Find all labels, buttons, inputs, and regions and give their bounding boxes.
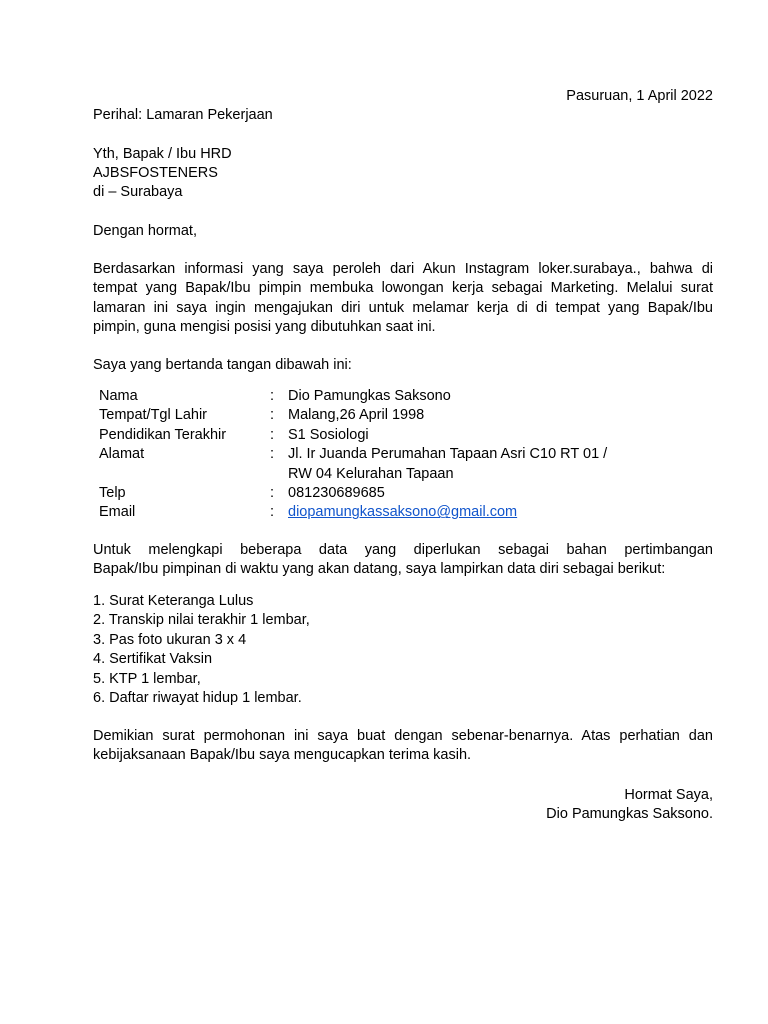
identity-value: 081230689685 xyxy=(288,484,385,501)
sign-off: Hormat Saya, xyxy=(624,787,713,803)
list-item: 2. Transkip nilai terakhir 1 lembar, xyxy=(93,612,310,629)
closing-line: kebijaksanaan Bapak/Ibu saya mengucapkan terima kasih. xyxy=(93,747,472,764)
identity-label: Telp xyxy=(99,484,126,501)
identity-label: Nama xyxy=(99,388,138,404)
identity-separator: : xyxy=(270,484,275,501)
signature-name: Dio Pamungkas Saksono. xyxy=(546,806,713,822)
attachment-intro-line: Bapak/Ibu pimpinan di waktu yang akan datang, saya lampirkan data diri sebagai berikut: xyxy=(93,561,666,578)
intro-paragraph xyxy=(93,260,713,337)
identity-separator: : xyxy=(270,504,275,521)
intro-line: Berdasarkan informasi yang saya peroleh dari Akun Instagram loker.surabaya., bahwa di xyxy=(93,261,713,277)
list-item: 3. Pas foto ukuran 3 x 4 xyxy=(93,631,247,648)
identity-separator: : xyxy=(270,388,275,404)
recipient-company: AJBSFOSTENERS xyxy=(93,165,218,181)
list-item: 1. Surat Keteranga Lulus xyxy=(93,593,254,609)
list-item: 4. Sertifikat Vaksin xyxy=(93,651,213,668)
identity-label: Tempat/Tgl Lahir xyxy=(99,407,207,424)
greeting: Dengan hormat, xyxy=(93,223,197,239)
identity-separator: : xyxy=(270,446,275,463)
intro-line: tempat yang Bapak/Ibu pimpin membuka lowongan kerja sebagai Marketing. Melalui surat xyxy=(93,280,713,297)
identity-separator: : xyxy=(270,407,275,424)
identity-value: RW 04 Kelurahan Tapaan xyxy=(288,465,454,482)
closing-paragraph xyxy=(93,727,713,766)
closing-line: Demikian surat permohonan ini saya buat dengan sebenar-benarnya. Atas perhatian dan xyxy=(93,728,713,744)
subject-line: Perihal: Lamaran Pekerjaan xyxy=(93,107,273,123)
identity-label: Email xyxy=(99,504,136,521)
recipient-line-1: Yth, Bapak / Ibu HRD xyxy=(93,146,232,162)
list-item: 6. Daftar riwayat hidup 1 lembar. xyxy=(93,690,302,707)
identity-label: Alamat xyxy=(99,446,145,463)
list-item: 5. KTP 1 lembar, xyxy=(93,670,201,687)
attachment-list xyxy=(93,592,310,708)
attachment-intro-line: Untuk melengkapi beberapa data yang diperlukan sebagai bahan pertimbangan xyxy=(93,542,713,558)
identity-separator: : xyxy=(270,426,275,443)
identity-value: Dio Pamungkas Saksono xyxy=(288,388,451,404)
intro-line: lamaran ini saya ingin mengajukan diri untuk melamar kerja di di tempat yang Bapak/Ibu xyxy=(93,299,713,316)
intro-line: pimpin, guna mengisi posisi yang dibutuhkan saat ini. xyxy=(93,318,436,335)
attachment-intro-paragraph xyxy=(93,541,713,580)
identity-value: Jl. Ir Juanda Perumahan Tapaan Asri C10 RT 01 / xyxy=(288,446,608,463)
identity-value: Malang,26 April 1998 xyxy=(288,407,425,424)
identity-label: Pendidikan Terakhir xyxy=(99,426,227,443)
recipient-location: di – Surabaya xyxy=(93,184,183,200)
email-link[interactable]: diopamungkassaksono@gmail.com xyxy=(288,504,518,521)
place-date: Pasuruan, 1 April 2022 xyxy=(566,88,713,104)
undersigned-line: Saya yang bertanda tangan dibawah ini: xyxy=(93,357,352,373)
identity-value: S1 Sosiologi xyxy=(288,426,369,443)
